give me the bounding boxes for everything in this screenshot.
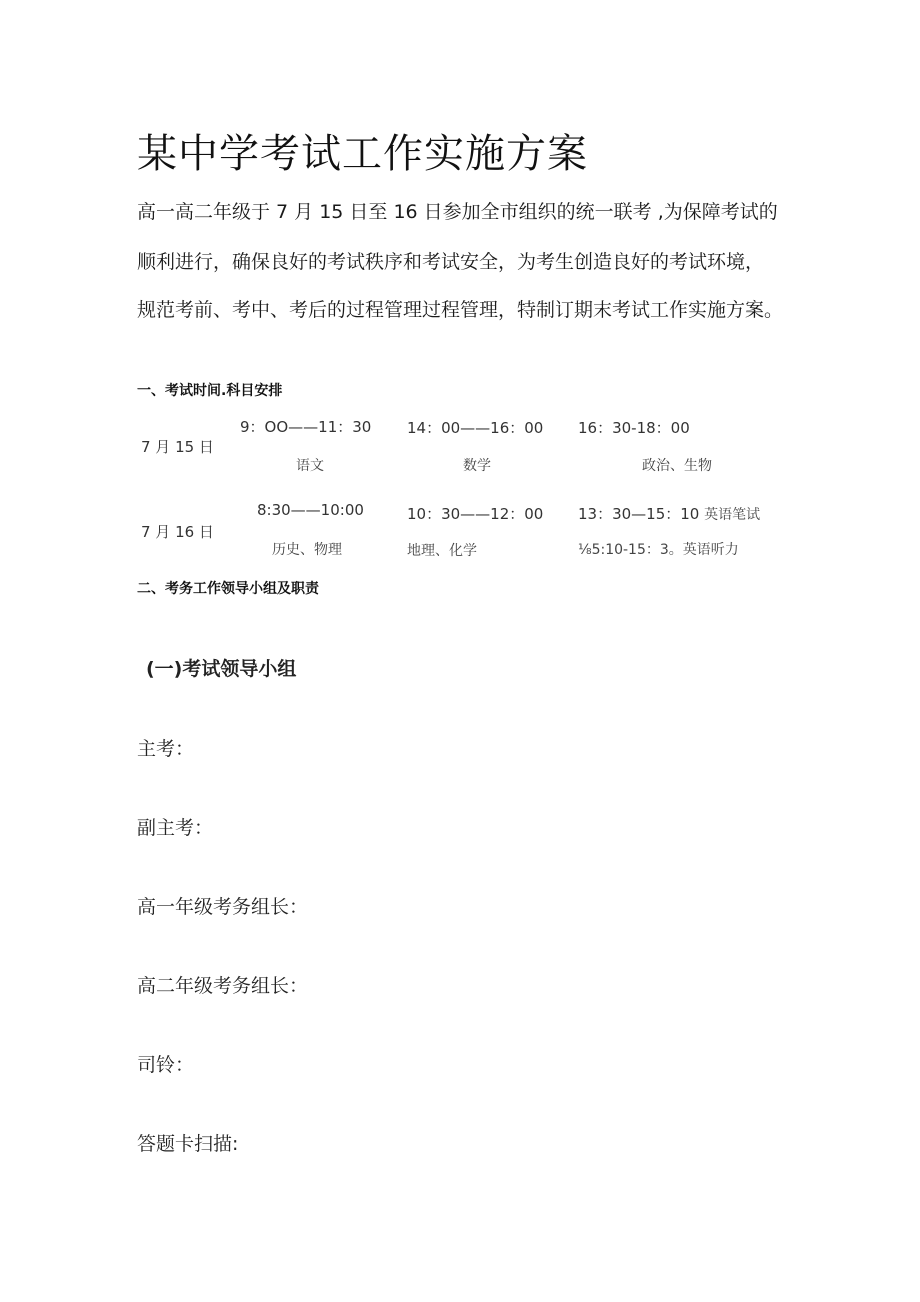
intro-line-1: 高一高二年级于 7 月 15 日至 16 日参加全市组织的统一联考 ,为保障考试的 <box>137 201 778 223</box>
schedule-time-range: 13：30—15：10 <box>578 505 700 523</box>
section-heading-schedule: 一、考试时间.科目安排 <box>137 383 283 399</box>
role-line: 高一年级考务组长： <box>137 896 309 918</box>
intro-line-2: 顺利进行，确保良好的考试秩序和考试安全，为考生创造良好的考试环境， <box>137 251 765 273</box>
schedule-time: 14：00——16：00 <box>407 419 544 437</box>
role-line: 副主考： <box>137 817 214 839</box>
sub-heading-exam-group: (一)考试领导小组 <box>146 658 297 680</box>
schedule-subject: 地理、化学 <box>407 543 477 559</box>
role-line: 主考： <box>137 738 195 760</box>
schedule-time: 8:30——10:00 <box>257 501 364 519</box>
schedule-date: 7 月 15 日 <box>141 438 214 456</box>
schedule-subject: 数学 <box>463 458 491 474</box>
section-heading-leadership: 二、考务工作领导小组及职责 <box>137 581 319 597</box>
role-line: 高二年级考务组长： <box>137 975 309 997</box>
schedule-date: 7 月 16 日 <box>141 523 214 541</box>
schedule-time: 16：30-18：00 <box>578 419 690 437</box>
schedule-time <box>578 503 760 524</box>
schedule-subject: 政治、生物 <box>642 458 712 474</box>
intro-line-3: 规范考前、考中、考后的过程管理过程管理，特制订期末考试工作实施方案。 <box>137 299 784 321</box>
schedule-subject: ⅛5:10-15：3。英语听力 <box>578 542 739 558</box>
schedule-time-subject: 英语笔试 <box>704 507 761 523</box>
role-line: 答题卡扫描: <box>137 1133 239 1155</box>
schedule-time: 10：30——12：00 <box>407 505 544 523</box>
role-line: 司铃： <box>137 1054 195 1076</box>
schedule-subject: 历史、物理 <box>272 542 342 558</box>
document-title: 某中学考试工作实施方案 <box>137 131 588 177</box>
schedule-subject: 语文 <box>296 458 324 474</box>
schedule-time: 9：OO——11：30 <box>240 418 372 436</box>
